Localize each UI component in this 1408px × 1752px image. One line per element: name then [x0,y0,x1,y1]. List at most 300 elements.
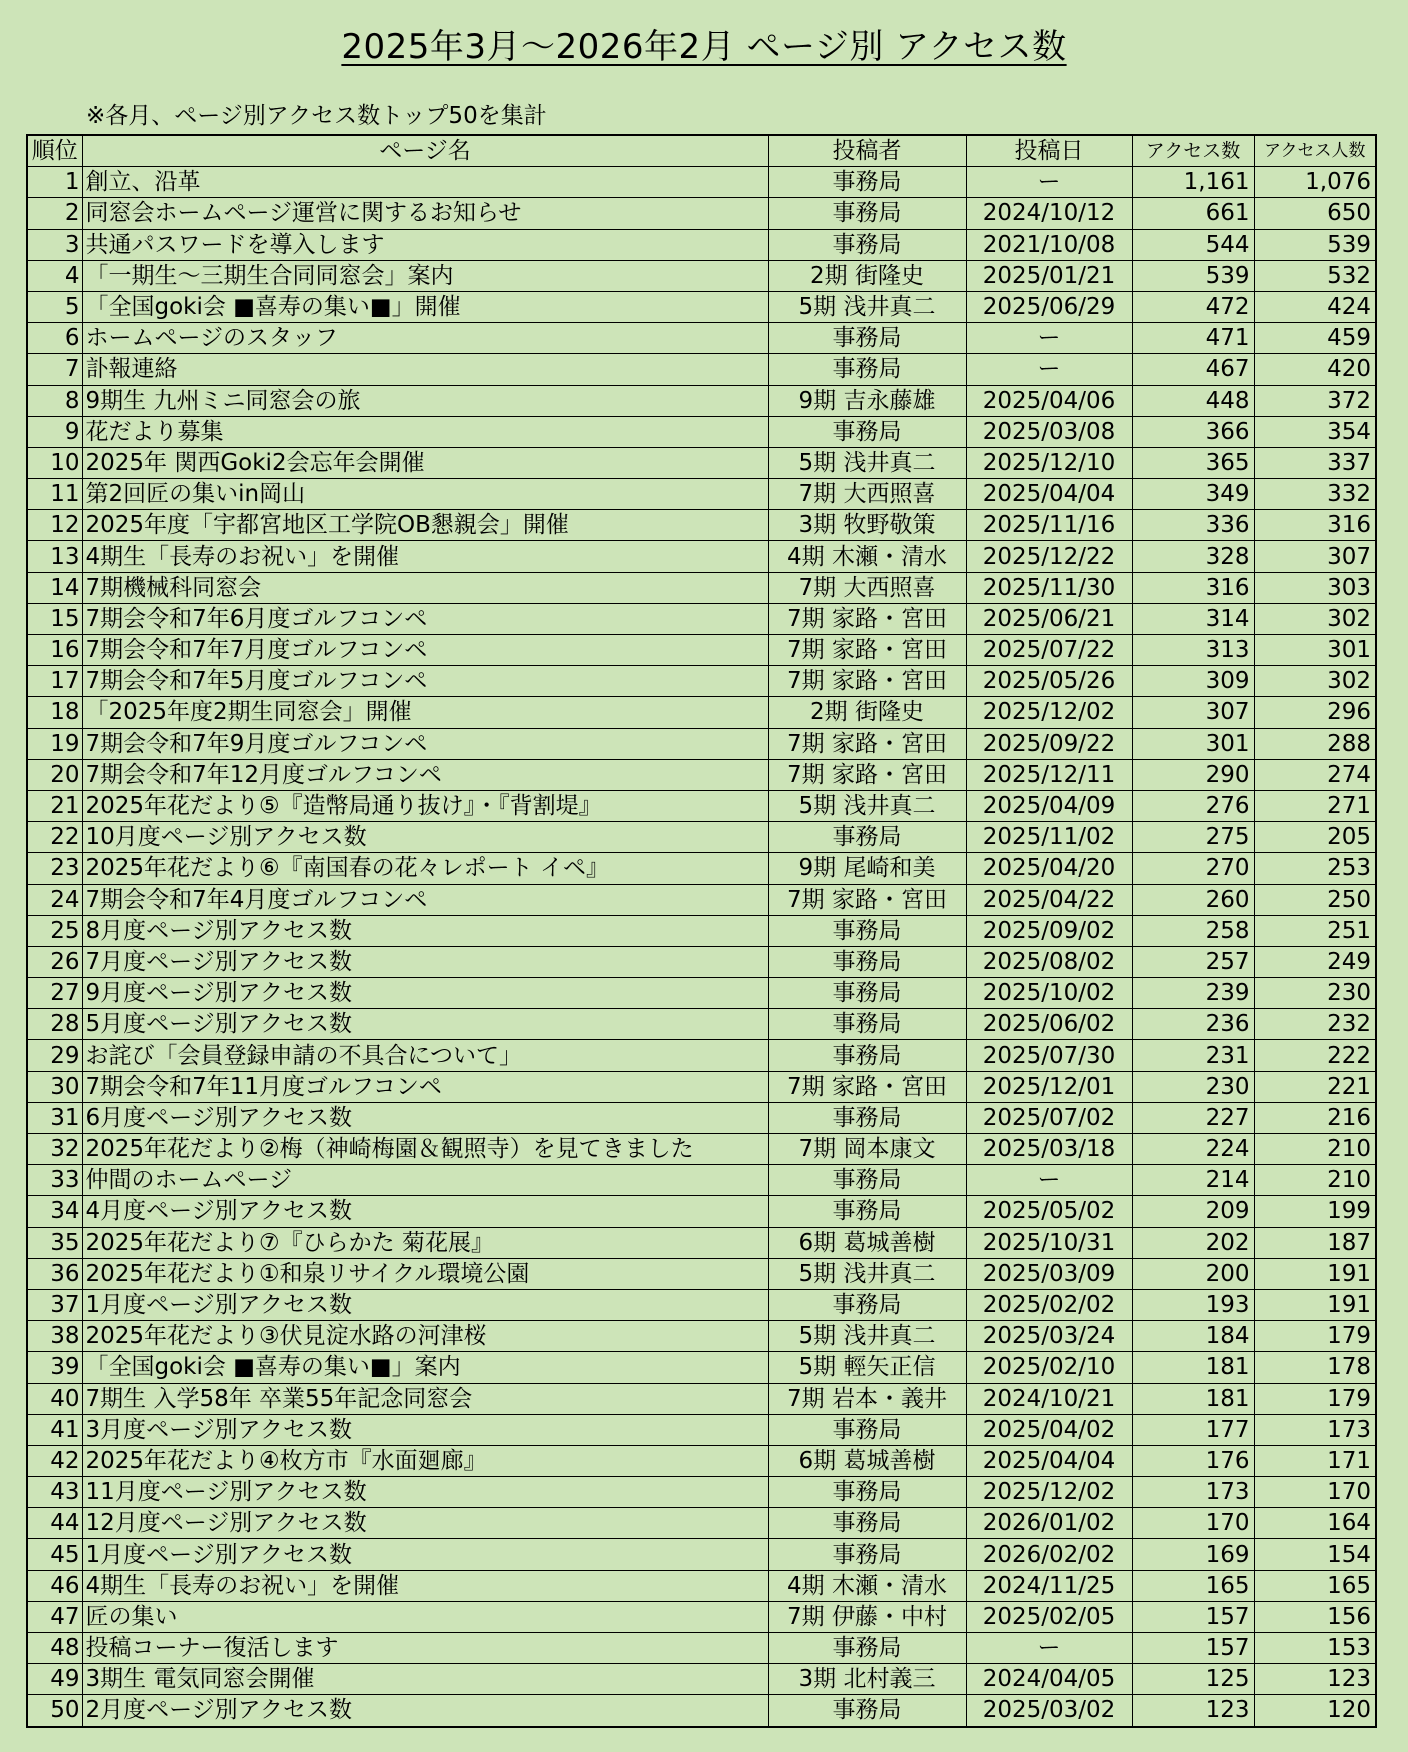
author-cell: 5期 浅井真二 [768,790,966,821]
table-row [27,198,1376,229]
views-cell: 309 [1132,666,1254,697]
table-row [27,1352,1376,1383]
visitors-cell: 332 [1254,479,1376,510]
page-name-cell: 匠の集い [82,1601,768,1632]
rank-cell: 4 [27,260,82,291]
page-name-cell: 2025年花だより⑦『ひらかた 菊花展』 [82,1227,768,1258]
views-cell: 301 [1132,728,1254,759]
rank-cell: 19 [27,728,82,759]
author-cell: 事務局 [768,1102,966,1133]
views-cell: 336 [1132,510,1254,541]
rank-cell: 42 [27,1445,82,1476]
table-row [27,1383,1376,1414]
visitors-cell: 154 [1254,1539,1376,1570]
post-date-cell: 2025/10/31 [966,1227,1132,1258]
author-cell: 事務局 [768,1289,966,1320]
views-cell: 544 [1132,229,1254,260]
visitors-cell: 156 [1254,1601,1376,1632]
table-body [27,167,1376,1727]
table-row [27,1321,1376,1352]
views-cell: 173 [1132,1477,1254,1508]
table-row [27,1196,1376,1227]
post-date-cell: 2024/10/21 [966,1383,1132,1414]
table-row [27,1227,1376,1258]
views-cell: 276 [1132,790,1254,821]
post-date-cell: 2024/11/25 [966,1570,1132,1601]
views-cell: 184 [1132,1321,1254,1352]
post-date-cell: 2025/07/22 [966,635,1132,666]
visitors-cell: 173 [1254,1414,1376,1445]
page-title-text: 2025年3月～2026年2月 ページ別 アクセス数 [341,27,1067,67]
visitors-cell: 210 [1254,1134,1376,1165]
rank-cell: 36 [27,1258,82,1289]
table-row [27,1040,1376,1071]
table-row [27,1289,1376,1320]
table-row [27,822,1376,853]
views-cell: 313 [1132,635,1254,666]
post-date-cell: 2025/11/30 [966,572,1132,603]
views-cell: 170 [1132,1508,1254,1539]
views-cell: 328 [1132,541,1254,572]
table-row [27,915,1376,946]
views-cell: 471 [1132,323,1254,354]
page-name-cell: 4期生「長寿のお祝い」を開催 [82,541,768,572]
visitors-cell: 191 [1254,1258,1376,1289]
page-name-cell: 創立、沿革 [82,167,768,198]
post-date-cell: 2025/03/09 [966,1258,1132,1289]
rank-cell: 28 [27,1009,82,1040]
views-cell: 260 [1132,884,1254,915]
rank-cell: 29 [27,1040,82,1071]
rank-cell: 48 [27,1633,82,1664]
table-row [27,603,1376,634]
post-date-cell: 2025/04/20 [966,853,1132,884]
rank-cell: 9 [27,416,82,447]
page-name-cell: 2025年花だより⑤『造幣局通り抜け』・『背割堤』 [82,790,768,821]
post-date-cell: 2025/03/08 [966,416,1132,447]
post-date-cell: 2026/01/02 [966,1508,1132,1539]
rank-cell: 20 [27,759,82,790]
author-cell: 事務局 [768,354,966,385]
visitors-cell: 253 [1254,853,1376,884]
post-date-cell: 2025/12/02 [966,697,1132,728]
post-date-cell: 2025/10/02 [966,978,1132,1009]
rank-cell: 38 [27,1321,82,1352]
post-date-cell: 2025/04/02 [966,1414,1132,1445]
rank-cell: 5 [27,291,82,322]
visitors-cell: 210 [1254,1165,1376,1196]
visitors-cell: 420 [1254,354,1376,385]
table-row [27,291,1376,322]
page-name-cell: 7期会令和7年7月度ゴルフコンペ [82,635,768,666]
rank-cell: 8 [27,385,82,416]
visitors-cell: 170 [1254,1477,1376,1508]
post-date-cell: 2025/06/29 [966,291,1132,322]
page-name-cell: 7期生 入学58年 卒業55年記念同窓会 [82,1383,768,1414]
author-cell: 7期 家路・宮田 [768,666,966,697]
post-date-cell: 2026/02/02 [966,1539,1132,1570]
views-cell: 125 [1132,1664,1254,1695]
page-name-cell: 「全国goki会 ■喜寿の集い■」開催 [82,291,768,322]
table-row [27,1539,1376,1570]
table-row [27,510,1376,541]
table-row [27,1477,1376,1508]
post-date-cell: 2025/07/02 [966,1102,1132,1133]
post-date-cell: 2025/05/02 [966,1196,1132,1227]
post-date-cell: 2025/02/02 [966,1289,1132,1320]
views-cell: 258 [1132,915,1254,946]
access-ranking-table [26,134,1377,1728]
page-name-cell: 2025年花だより⑥『南国春の花々レポート イペ』 [82,853,768,884]
post-date-cell: 2025/11/16 [966,510,1132,541]
author-cell: 7期 家路・宮田 [768,728,966,759]
page-name-cell: 訃報連絡 [82,354,768,385]
visitors-cell: 216 [1254,1102,1376,1133]
table-row [27,1009,1376,1040]
post-date-cell: 2025/06/02 [966,1009,1132,1040]
page-name-cell: 2月度ページ別アクセス数 [82,1695,768,1727]
views-cell: 177 [1132,1414,1254,1445]
visitors-cell: 271 [1254,790,1376,821]
page-name-cell: 7期会令和7年9月度ゴルフコンペ [82,728,768,759]
views-cell: 349 [1132,479,1254,510]
page-name-cell: 「2025年度2期生同窓会」開催 [82,697,768,728]
rank-cell: 30 [27,1071,82,1102]
page-name-cell: 7期会令和7年5月度ゴルフコンペ [82,666,768,697]
page-name-cell: 共通パスワードを導入します [82,229,768,260]
views-cell: 202 [1132,1227,1254,1258]
page-name-cell: 2025年花だより①和泉リサイクル環境公園 [82,1258,768,1289]
visitors-cell: 120 [1254,1695,1376,1727]
rank-cell: 33 [27,1165,82,1196]
post-date-cell: 2025/11/02 [966,822,1132,853]
page-name-cell: 10月度ページ別アクセス数 [82,822,768,853]
views-cell: 366 [1132,416,1254,447]
author-cell: 3期 牧野敬策 [768,510,966,541]
post-date-cell: 2025/02/05 [966,1601,1132,1632]
page-name-cell: ホームページのスタッフ [82,323,768,354]
page-name-cell: 第2回匠の集いin岡山 [82,479,768,510]
views-cell: 316 [1132,572,1254,603]
author-cell: 事務局 [768,1633,966,1664]
page-name-cell: 7期会令和7年11月度ゴルフコンペ [82,1071,768,1102]
author-cell: 事務局 [768,915,966,946]
visitors-cell: 302 [1254,666,1376,697]
table-row [27,354,1376,385]
page-name-cell: 仲間のホームページ [82,1165,768,1196]
page-name-cell: 2025年花だより②梅（神崎梅園＆観照寺）を見てきました [82,1134,768,1165]
author-cell: 7期 岡本康文 [768,1134,966,1165]
rank-cell: 11 [27,479,82,510]
visitors-cell: 251 [1254,915,1376,946]
table-row [27,635,1376,666]
table-row [27,697,1376,728]
page-name-cell: 1月度ページ別アクセス数 [82,1289,768,1320]
visitors-cell: 250 [1254,884,1376,915]
author-cell: 事務局 [768,167,966,198]
rank-cell: 12 [27,510,82,541]
author-cell: 事務局 [768,946,966,977]
note-text: ※各月、ページ別アクセス数トップ50を集計 [86,103,547,129]
views-cell: 181 [1132,1383,1254,1414]
table-row [27,759,1376,790]
views-cell: 157 [1132,1633,1254,1664]
author-cell: 事務局 [768,1508,966,1539]
rank-cell: 47 [27,1601,82,1632]
page-name-cell: 4期生「長寿のお祝い」を開催 [82,1570,768,1601]
post-date-cell: 2024/10/12 [966,198,1132,229]
rank-cell: 1 [27,167,82,198]
views-cell: 227 [1132,1102,1254,1133]
post-date-cell: 2025/07/30 [966,1040,1132,1071]
rank-cell: 34 [27,1196,82,1227]
rank-cell: 22 [27,822,82,853]
views-cell: 236 [1132,1009,1254,1040]
author-cell: 7期 岩本・義井 [768,1383,966,1414]
post-date-cell: 2025/04/09 [966,790,1132,821]
author-cell: 4期 木瀬・清水 [768,1570,966,1601]
table-row [27,1601,1376,1632]
rank-cell: 21 [27,790,82,821]
post-date-cell: ー [966,167,1132,198]
rank-cell: 37 [27,1289,82,1320]
visitors-cell: 539 [1254,229,1376,260]
visitors-cell: 221 [1254,1071,1376,1102]
views-cell: 230 [1132,1071,1254,1102]
post-date-cell: ー [966,354,1132,385]
post-date-cell: 2025/08/02 [966,946,1132,977]
visitors-cell: 302 [1254,603,1376,634]
rank-cell: 23 [27,853,82,884]
table-row [27,1508,1376,1539]
rank-cell: 46 [27,1570,82,1601]
post-date-cell: 2025/12/01 [966,1071,1132,1102]
views-cell: 181 [1132,1352,1254,1383]
author-cell: 5期 浅井真二 [768,447,966,478]
author-cell: 5期 浅井真二 [768,1321,966,1352]
visitors-cell: 165 [1254,1570,1376,1601]
rank-cell: 31 [27,1102,82,1133]
author-cell: 5期 輕矢正信 [768,1352,966,1383]
visitors-cell: 459 [1254,323,1376,354]
rank-cell: 35 [27,1227,82,1258]
author-cell: 7期 家路・宮田 [768,635,966,666]
visitors-cell: 232 [1254,1009,1376,1040]
table-row [27,1258,1376,1289]
header-date: 投稿日 [966,135,1132,167]
table-row [27,447,1376,478]
visitors-cell: 274 [1254,759,1376,790]
author-cell: 9期 吉永藤雄 [768,385,966,416]
page-name-cell: 3月度ページ別アクセス数 [82,1414,768,1445]
views-cell: 539 [1132,260,1254,291]
views-cell: 157 [1132,1601,1254,1632]
page-title [0,22,1408,72]
post-date-cell: 2025/04/06 [966,385,1132,416]
rank-cell: 13 [27,541,82,572]
visitors-cell: 337 [1254,447,1376,478]
header-visitors: アクセス人数 [1254,135,1376,167]
visitors-cell: 222 [1254,1040,1376,1071]
author-cell: 7期 大西照喜 [768,572,966,603]
table-row [27,978,1376,1009]
rank-cell: 14 [27,572,82,603]
visitors-cell: 1,076 [1254,167,1376,198]
views-cell: 165 [1132,1570,1254,1601]
views-cell: 224 [1132,1134,1254,1165]
page-name-cell: 1月度ページ別アクセス数 [82,1539,768,1570]
author-cell: 3期 北村義三 [768,1664,966,1695]
header-page: ページ名 [82,135,768,167]
page-name-cell: 9月度ページ別アクセス数 [82,978,768,1009]
views-cell: 257 [1132,946,1254,977]
visitors-cell: 532 [1254,260,1376,291]
page-name-cell: 2025年花だより③伏見淀水路の河津桜 [82,1321,768,1352]
page-name-cell: 7期会令和7年12月度ゴルフコンペ [82,759,768,790]
table-row [27,884,1376,915]
views-cell: 123 [1132,1695,1254,1727]
post-date-cell: ー [966,1165,1132,1196]
page-name-cell: 投稿コーナー復活します [82,1633,768,1664]
rank-cell: 44 [27,1508,82,1539]
table-row [27,1102,1376,1133]
views-cell: 472 [1132,291,1254,322]
rank-cell: 49 [27,1664,82,1695]
post-date-cell: ー [966,323,1132,354]
author-cell: 7期 家路・宮田 [768,1071,966,1102]
rank-cell: 32 [27,1134,82,1165]
post-date-cell: ー [966,1633,1132,1664]
author-cell: 事務局 [768,1695,966,1727]
page-name-cell: 7期機械科同窓会 [82,572,768,603]
views-cell: 448 [1132,385,1254,416]
author-cell: 事務局 [768,198,966,229]
table-row [27,728,1376,759]
page-name-cell: 7期会令和7年4月度ゴルフコンペ [82,884,768,915]
author-cell: 7期 伊藤・中村 [768,1601,966,1632]
author-cell: 事務局 [768,1539,966,1570]
author-cell: 事務局 [768,1196,966,1227]
author-cell: 5期 浅井真二 [768,1258,966,1289]
rank-cell: 40 [27,1383,82,1414]
rank-cell: 43 [27,1477,82,1508]
post-date-cell: 2025/12/11 [966,759,1132,790]
rank-cell: 7 [27,354,82,385]
post-date-cell: 2025/02/10 [966,1352,1132,1383]
views-cell: 209 [1132,1196,1254,1227]
post-date-cell: 2025/09/02 [966,915,1132,946]
views-cell: 176 [1132,1445,1254,1476]
table-row [27,167,1376,198]
author-cell: 2期 街隆史 [768,697,966,728]
post-date-cell: 2021/10/08 [966,229,1132,260]
post-date-cell: 2025/03/02 [966,1695,1132,1727]
author-cell: 事務局 [768,1414,966,1445]
visitors-cell: 205 [1254,822,1376,853]
post-date-cell: 2025/03/24 [966,1321,1132,1352]
table-row [27,666,1376,697]
rank-cell: 39 [27,1352,82,1383]
page-name-cell: 「全国goki会 ■喜寿の集い■」案内 [82,1352,768,1383]
page-name-cell: 7月度ページ別アクセス数 [82,946,768,977]
author-cell: 5期 浅井真二 [768,291,966,322]
header-author: 投稿者 [768,135,966,167]
post-date-cell: 2025/06/21 [966,603,1132,634]
table-row [27,1134,1376,1165]
table-row [27,790,1376,821]
author-cell: 4期 木瀬・清水 [768,541,966,572]
visitors-cell: 123 [1254,1664,1376,1695]
post-date-cell: 2025/04/04 [966,479,1132,510]
page-name-cell: 12月度ページ別アクセス数 [82,1508,768,1539]
rank-cell: 24 [27,884,82,915]
post-date-cell: 2025/04/22 [966,884,1132,915]
page-name-cell: 2025年 関西Goki2会忘年会開催 [82,447,768,478]
rank-cell: 26 [27,946,82,977]
page-name-cell: 5月度ページ別アクセス数 [82,1009,768,1040]
author-cell: 7期 家路・宮田 [768,759,966,790]
visitors-cell: 296 [1254,697,1376,728]
post-date-cell: 2025/12/22 [966,541,1132,572]
views-cell: 239 [1132,978,1254,1009]
page-name-cell: お詫び「会員登録申請の不具合について」 [82,1040,768,1071]
page-name-cell: 花だより募集 [82,416,768,447]
rank-cell: 27 [27,978,82,1009]
visitors-cell: 288 [1254,728,1376,759]
page-name-cell: 9期生 九州ミニ同窓会の旅 [82,385,768,416]
rank-cell: 2 [27,198,82,229]
views-cell: 290 [1132,759,1254,790]
table-row [27,1570,1376,1601]
page-name-cell: 2025年花だより④枚方市『水面廻廊』 [82,1445,768,1476]
visitors-cell: 153 [1254,1633,1376,1664]
table-row [27,946,1376,977]
author-cell: 事務局 [768,229,966,260]
visitors-cell: 179 [1254,1321,1376,1352]
header-rank: 順位 [27,135,82,167]
header-views: アクセス数 [1132,135,1254,167]
views-cell: 270 [1132,853,1254,884]
post-date-cell: 2025/12/10 [966,447,1132,478]
author-cell: 7期 大西照喜 [768,479,966,510]
post-date-cell: 2025/03/18 [966,1134,1132,1165]
table-row [27,1695,1376,1727]
author-cell: 7期 家路・宮田 [768,884,966,915]
author-cell: 6期 葛城善樹 [768,1445,966,1476]
page-name-cell: 同窓会ホームページ運営に関するお知らせ [82,198,768,229]
page-name-cell: 3期生 電気同窓会開催 [82,1664,768,1695]
views-cell: 193 [1132,1289,1254,1320]
rank-cell: 41 [27,1414,82,1445]
table-row [27,1445,1376,1476]
visitors-cell: 316 [1254,510,1376,541]
rank-cell: 50 [27,1695,82,1727]
table-row [27,541,1376,572]
post-date-cell: 2025/12/02 [966,1477,1132,1508]
views-cell: 314 [1132,603,1254,634]
author-cell: 事務局 [768,323,966,354]
visitors-cell: 164 [1254,1508,1376,1539]
views-cell: 661 [1132,198,1254,229]
table-row [27,1664,1376,1695]
author-cell: 事務局 [768,822,966,853]
author-cell: 9期 尾崎和美 [768,853,966,884]
visitors-cell: 187 [1254,1227,1376,1258]
rank-cell: 25 [27,915,82,946]
author-cell: 6期 葛城善樹 [768,1227,966,1258]
visitors-cell: 249 [1254,946,1376,977]
page-name-cell: 「一期生～三期生合同同窓会」案内 [82,260,768,291]
